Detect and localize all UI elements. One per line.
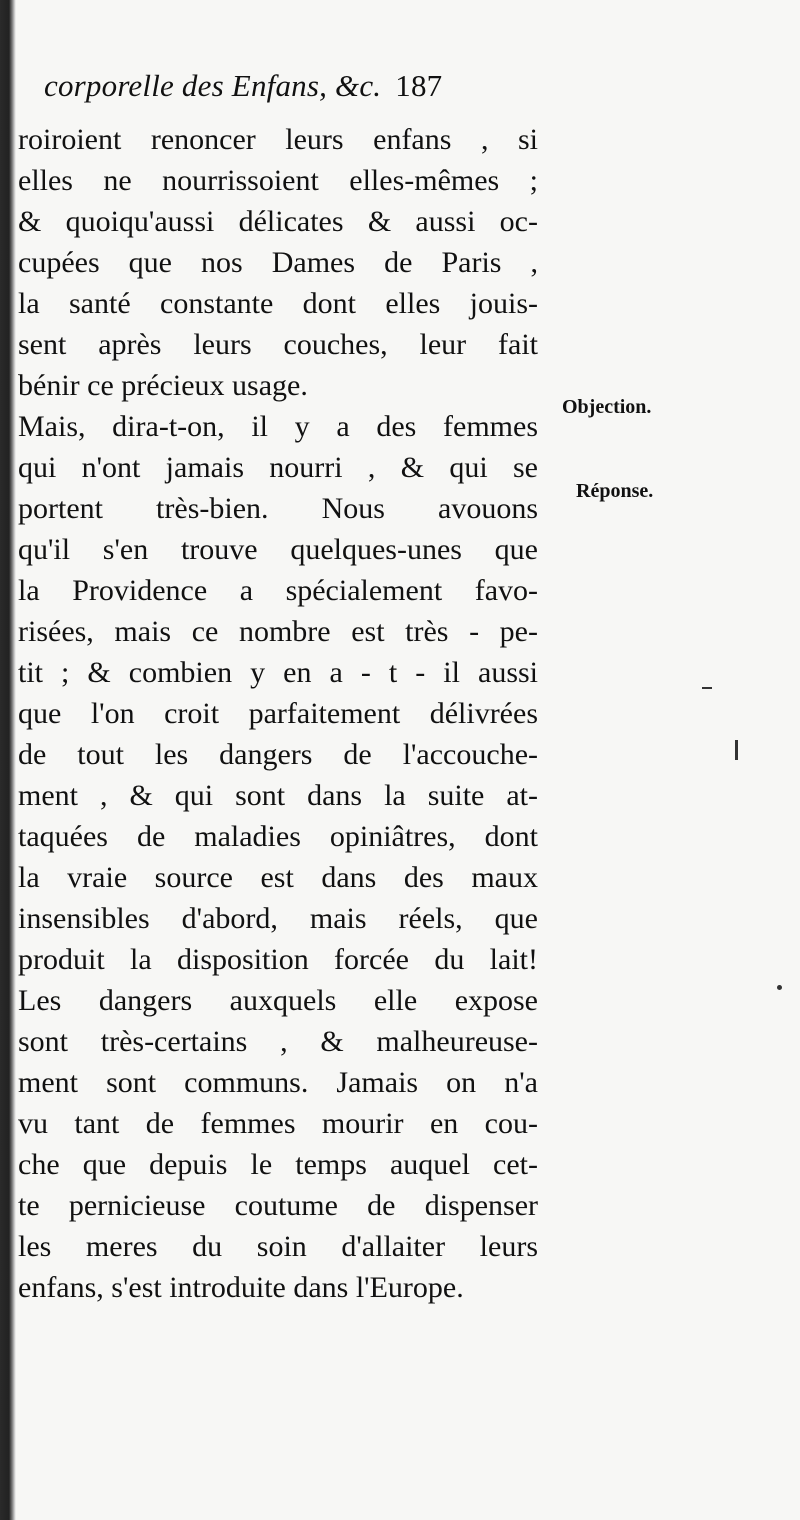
text-line: les meres du soin d'allaiter leurs	[18, 1230, 538, 1263]
margin-note-objection: Objection.	[562, 396, 652, 418]
text-line: sent après leurs couches, leur fait	[18, 328, 538, 361]
text-line: & quoiqu'aussi délicates & aussi oc-	[18, 205, 538, 238]
text-line: te pernicieuse coutume de dispenser	[18, 1189, 538, 1222]
running-head	[44, 68, 544, 104]
text-line: la Providence a spécialement favo-	[18, 574, 538, 607]
text-line: que l'on croit parfaitement délivrées	[18, 697, 538, 730]
text-line: sont très-certains , & malheureuse-	[18, 1025, 538, 1058]
text-line: ment , & qui sont dans la suite at-	[18, 779, 538, 812]
text-line: de tout les dangers de l'accouche-	[18, 738, 538, 771]
text-line: Les dangers auxquels elle expose	[18, 984, 538, 1017]
text-line: la vraie source est dans des maux	[18, 861, 538, 894]
text-line: vu tant de femmes mourir en cou-	[18, 1107, 538, 1140]
text-line: taquées de maladies opiniâtres, dont	[18, 820, 538, 853]
text-line: bénir ce précieux usage.	[18, 369, 308, 402]
text-line: la santé constante dont elles jouis-	[18, 287, 538, 320]
text-line: tit ; & combien y en a - t - il aussi	[18, 656, 538, 689]
text-line: elles ne nourrissoient elles-mêmes ;	[18, 164, 538, 197]
text-line: qu'il s'en trouve quelques-unes que	[18, 533, 538, 566]
ink-speck	[777, 985, 782, 990]
ink-speck	[702, 687, 712, 689]
running-head-title: corporelle des Enfans, &c.	[44, 68, 382, 103]
text-line: produit la disposition forcée du lait!	[18, 943, 538, 976]
text-line: cupées que nos Dames de Paris ,	[18, 246, 538, 279]
text-line: portent très-bien. Nous avouons	[18, 492, 538, 525]
text-line: Mais, dira-t-on, il y a des femmes	[18, 410, 538, 443]
text-line: roiroient renoncer leurs enfans , si	[18, 123, 538, 156]
text-line: ment sont communs. Jamais on n'a	[18, 1066, 538, 1099]
text-line: insensibles d'abord, mais réels, que	[18, 902, 538, 935]
text-line: che que depuis le temps auquel cet-	[18, 1148, 538, 1181]
binding-edge	[0, 0, 16, 1520]
ink-speck	[735, 740, 738, 760]
text-line: risées, mais ce nombre est très - pe-	[18, 615, 538, 648]
text-line: enfans, s'est introduite dans l'Europe.	[18, 1271, 464, 1304]
page-number: 187	[395, 68, 443, 103]
margin-note-reponse: Réponse.	[576, 480, 654, 502]
text-line: qui n'ont jamais nourri , & qui se	[18, 451, 538, 484]
